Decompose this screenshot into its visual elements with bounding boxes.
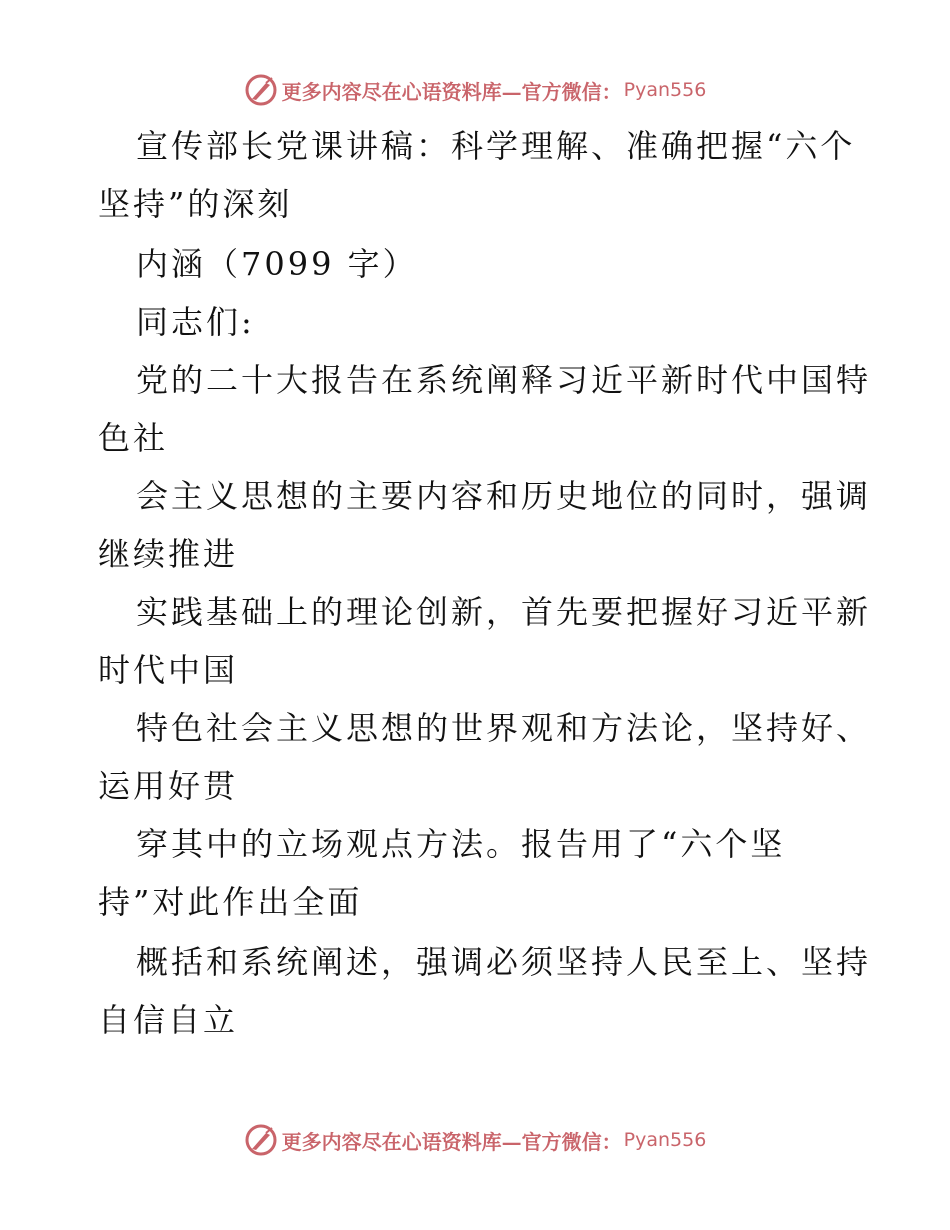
banner-wechat-id: Pyan556 bbox=[623, 1129, 707, 1151]
banner-wechat-id: Pyan556 bbox=[623, 79, 707, 101]
doc-line: 持”对此作出全面 bbox=[98, 883, 363, 921]
doc-line: 特色社会主义思想的世界观和方法论，坚持好、 bbox=[136, 709, 872, 747]
doc-line: 实践基础上的理论创新，首先要把握好习近平新 bbox=[136, 593, 872, 631]
doc-line: 运用好贯 bbox=[98, 767, 239, 805]
banner-text: 更多内容尽在心语资料库—官方微信： bbox=[281, 79, 622, 104]
doc-line: 自信自立 bbox=[98, 1001, 239, 1039]
footer-watermark-banner bbox=[0, 1120, 950, 1160]
quill-logo-icon bbox=[244, 73, 278, 107]
doc-line: 内涵（7099 字） bbox=[136, 245, 418, 283]
quill-logo-icon bbox=[244, 1123, 278, 1157]
doc-line: 会主义思想的主要内容和历史地位的同时，强调 bbox=[136, 477, 872, 515]
doc-line: 坚持”的深刻 bbox=[98, 185, 293, 223]
doc-line: 宣传部长党课讲稿：科学理解、准确把握“六个 bbox=[136, 127, 856, 165]
doc-line: 概括和系统阐述，强调必须坚持人民至上、坚持 bbox=[136, 943, 872, 981]
doc-line: 同志们: bbox=[136, 303, 255, 341]
doc-line: 时代中国 bbox=[98, 651, 239, 689]
banner-text: 更多内容尽在心语资料库—官方微信： bbox=[281, 1129, 622, 1154]
header-watermark-banner bbox=[0, 70, 950, 110]
doc-line: 党的二十大报告在系统阐释习近平新时代中国特 bbox=[136, 361, 872, 399]
doc-line: 继续推进 bbox=[98, 535, 239, 573]
doc-line: 穿其中的立场观点方法。报告用了“六个坚 bbox=[136, 825, 786, 863]
doc-line: 色社 bbox=[98, 419, 169, 457]
